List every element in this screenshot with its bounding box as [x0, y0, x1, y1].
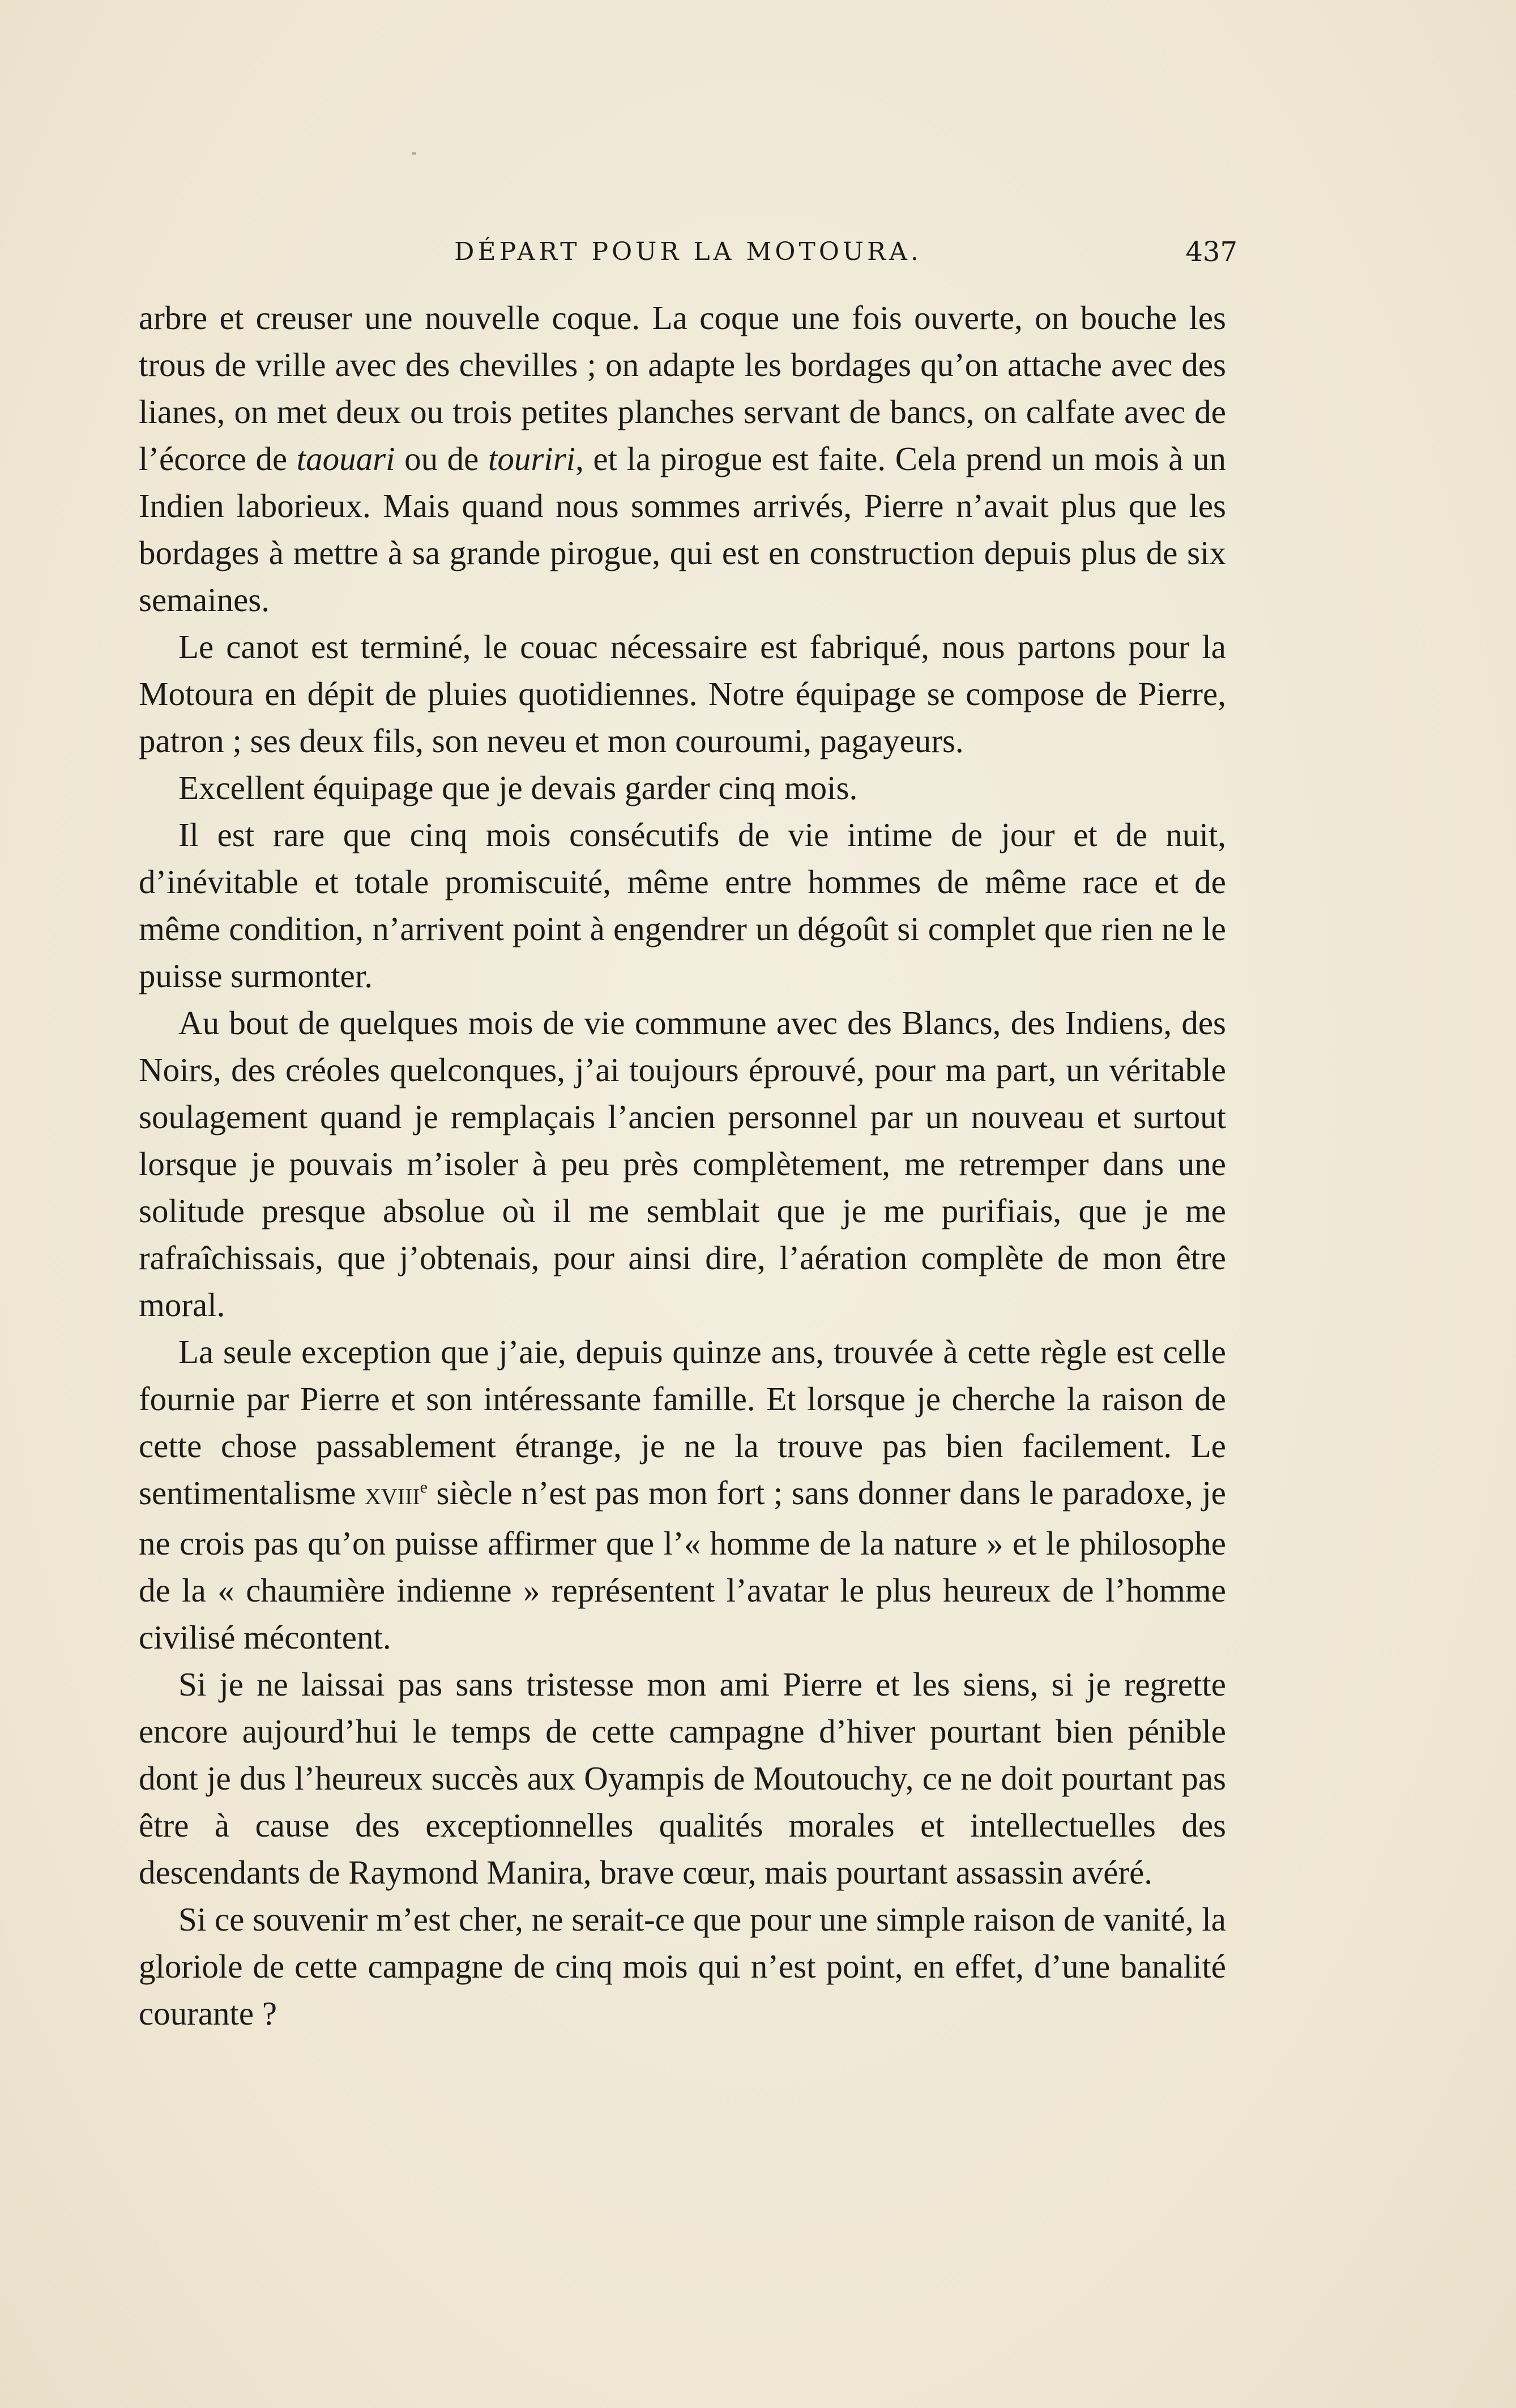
paragraph-1-text-c: , et la pirogue est faite. Cela prend un mois à un Indien laborieux. Mais quand nous sommes arrivés, Pierre n’avait plus que les bordages à mettre à sa grande pirogue, qui est en construction depuis plus de six semaines. — [139, 440, 1227, 618]
page-header — [139, 229, 1237, 275]
paragraph-4: Il est rare que cinq mois consécutifs de vie intime de jour et de nuit, d’inévitable et totale promiscuité, même entre hommes de même race et de même condition, n’arrivent point à engendrer un dégoût si complet que rien ne le puisse surmonter. — [139, 816, 1226, 994]
paragraph-1 — [139, 294, 1226, 624]
paragraph-5: Au bout de quelques mois de vie commune avec des Blancs, des Indiens, des Noirs, des créoles quelconques, j’ai toujours éprouvé, pour ma part, un véritable soulagement quand je remplaçais l’ancien personnel par un nouveau et surtout lorsque je pouvais m’isoler à peu près complètement, me retremper dans une solitude presque absolue où il me semblait que je me purifiais, que je me rafraîchissais, que j’obtenais, pour ainsi dire, l’aération complète de mon être moral. — [139, 1004, 1226, 1323]
italic-term-taouari: taouari — [296, 440, 395, 477]
paragraph-6-text-a: La seule exception que j’aie, depuis quinze ans, trouvée à cette règle est celle fournie par Pierre et son intéressante famille. Et lorsque je cherche la raison de cette chose passablement étrange, je ne la trouve pas bien facilement. Le sentimentalisme — [139, 1333, 1226, 1512]
paragraph-1-text-b: ou de — [395, 440, 488, 477]
running-title: DÉPART POUR LA MOTOURA. — [454, 237, 922, 266]
paragraph-6-text-b: siècle n’est pas mon fort ; sans donner dans le paradoxe, je ne crois pas qu’on puisse affirmer que l’« homme de la nature » et le philosophe de la « chaumière indienne » représentent l’avatar le plus heureux de l’homme civilisé mécontent. — [139, 1474, 1226, 1656]
paragraph-7: Si je ne laissai pas sans tristesse mon ami Pierre et les siens, si je regrette encore aujourd’hui le temps de cette campagne d’hiver pourtant bien pénible dont je dus l’heureux succès aux Oyampis de Moutouchy, ce ne doit pourtant pas être à cause des exceptionnelles qualités morales et intellectuelles des descendants de Raymond Manira, brave cœur, mais pourtant assassin avéré. — [139, 1666, 1226, 1891]
century-roman-numeral: XVIII — [364, 1484, 420, 1509]
paragraph-8: Si ce souvenir m’est cher, ne serait-ce que pour une simple raison de vanité, la gloriole de cette campagne de cinq mois qui n’est point, en effet, d’une banalité courante ? — [139, 1901, 1226, 2032]
paragraph-1-text-a: arbre et creuser une nouvelle coque. La coque une fois ouverte, on bouche les trous de vrille avec des chevilles ; on adapte les bordages qu’on attache avec des lianes, on met deux ou trois petites planches servant de bancs, on calfate avec de l’écorce de — [139, 299, 1226, 477]
page-number: 437 — [1185, 236, 1237, 268]
body-text — [139, 294, 1226, 2037]
paragraph-2: Le canot est terminé, le couac nécessaire est fabriqué, nous partons pour la Motoura en dépit de pluies quotidiennes. Notre équipage se compose de Pierre, patron ; ses deux fils, son neveu et mon couroumi, pagayeurs. — [139, 628, 1226, 759]
century-superscript: e — [420, 1478, 428, 1497]
italic-term-touriri: touriri — [488, 440, 576, 477]
paragraph-3: Excellent équipage que je devais garder cinq mois. — [178, 769, 858, 806]
paper-speck — [412, 152, 416, 155]
paragraph-6 — [139, 1329, 1226, 1661]
